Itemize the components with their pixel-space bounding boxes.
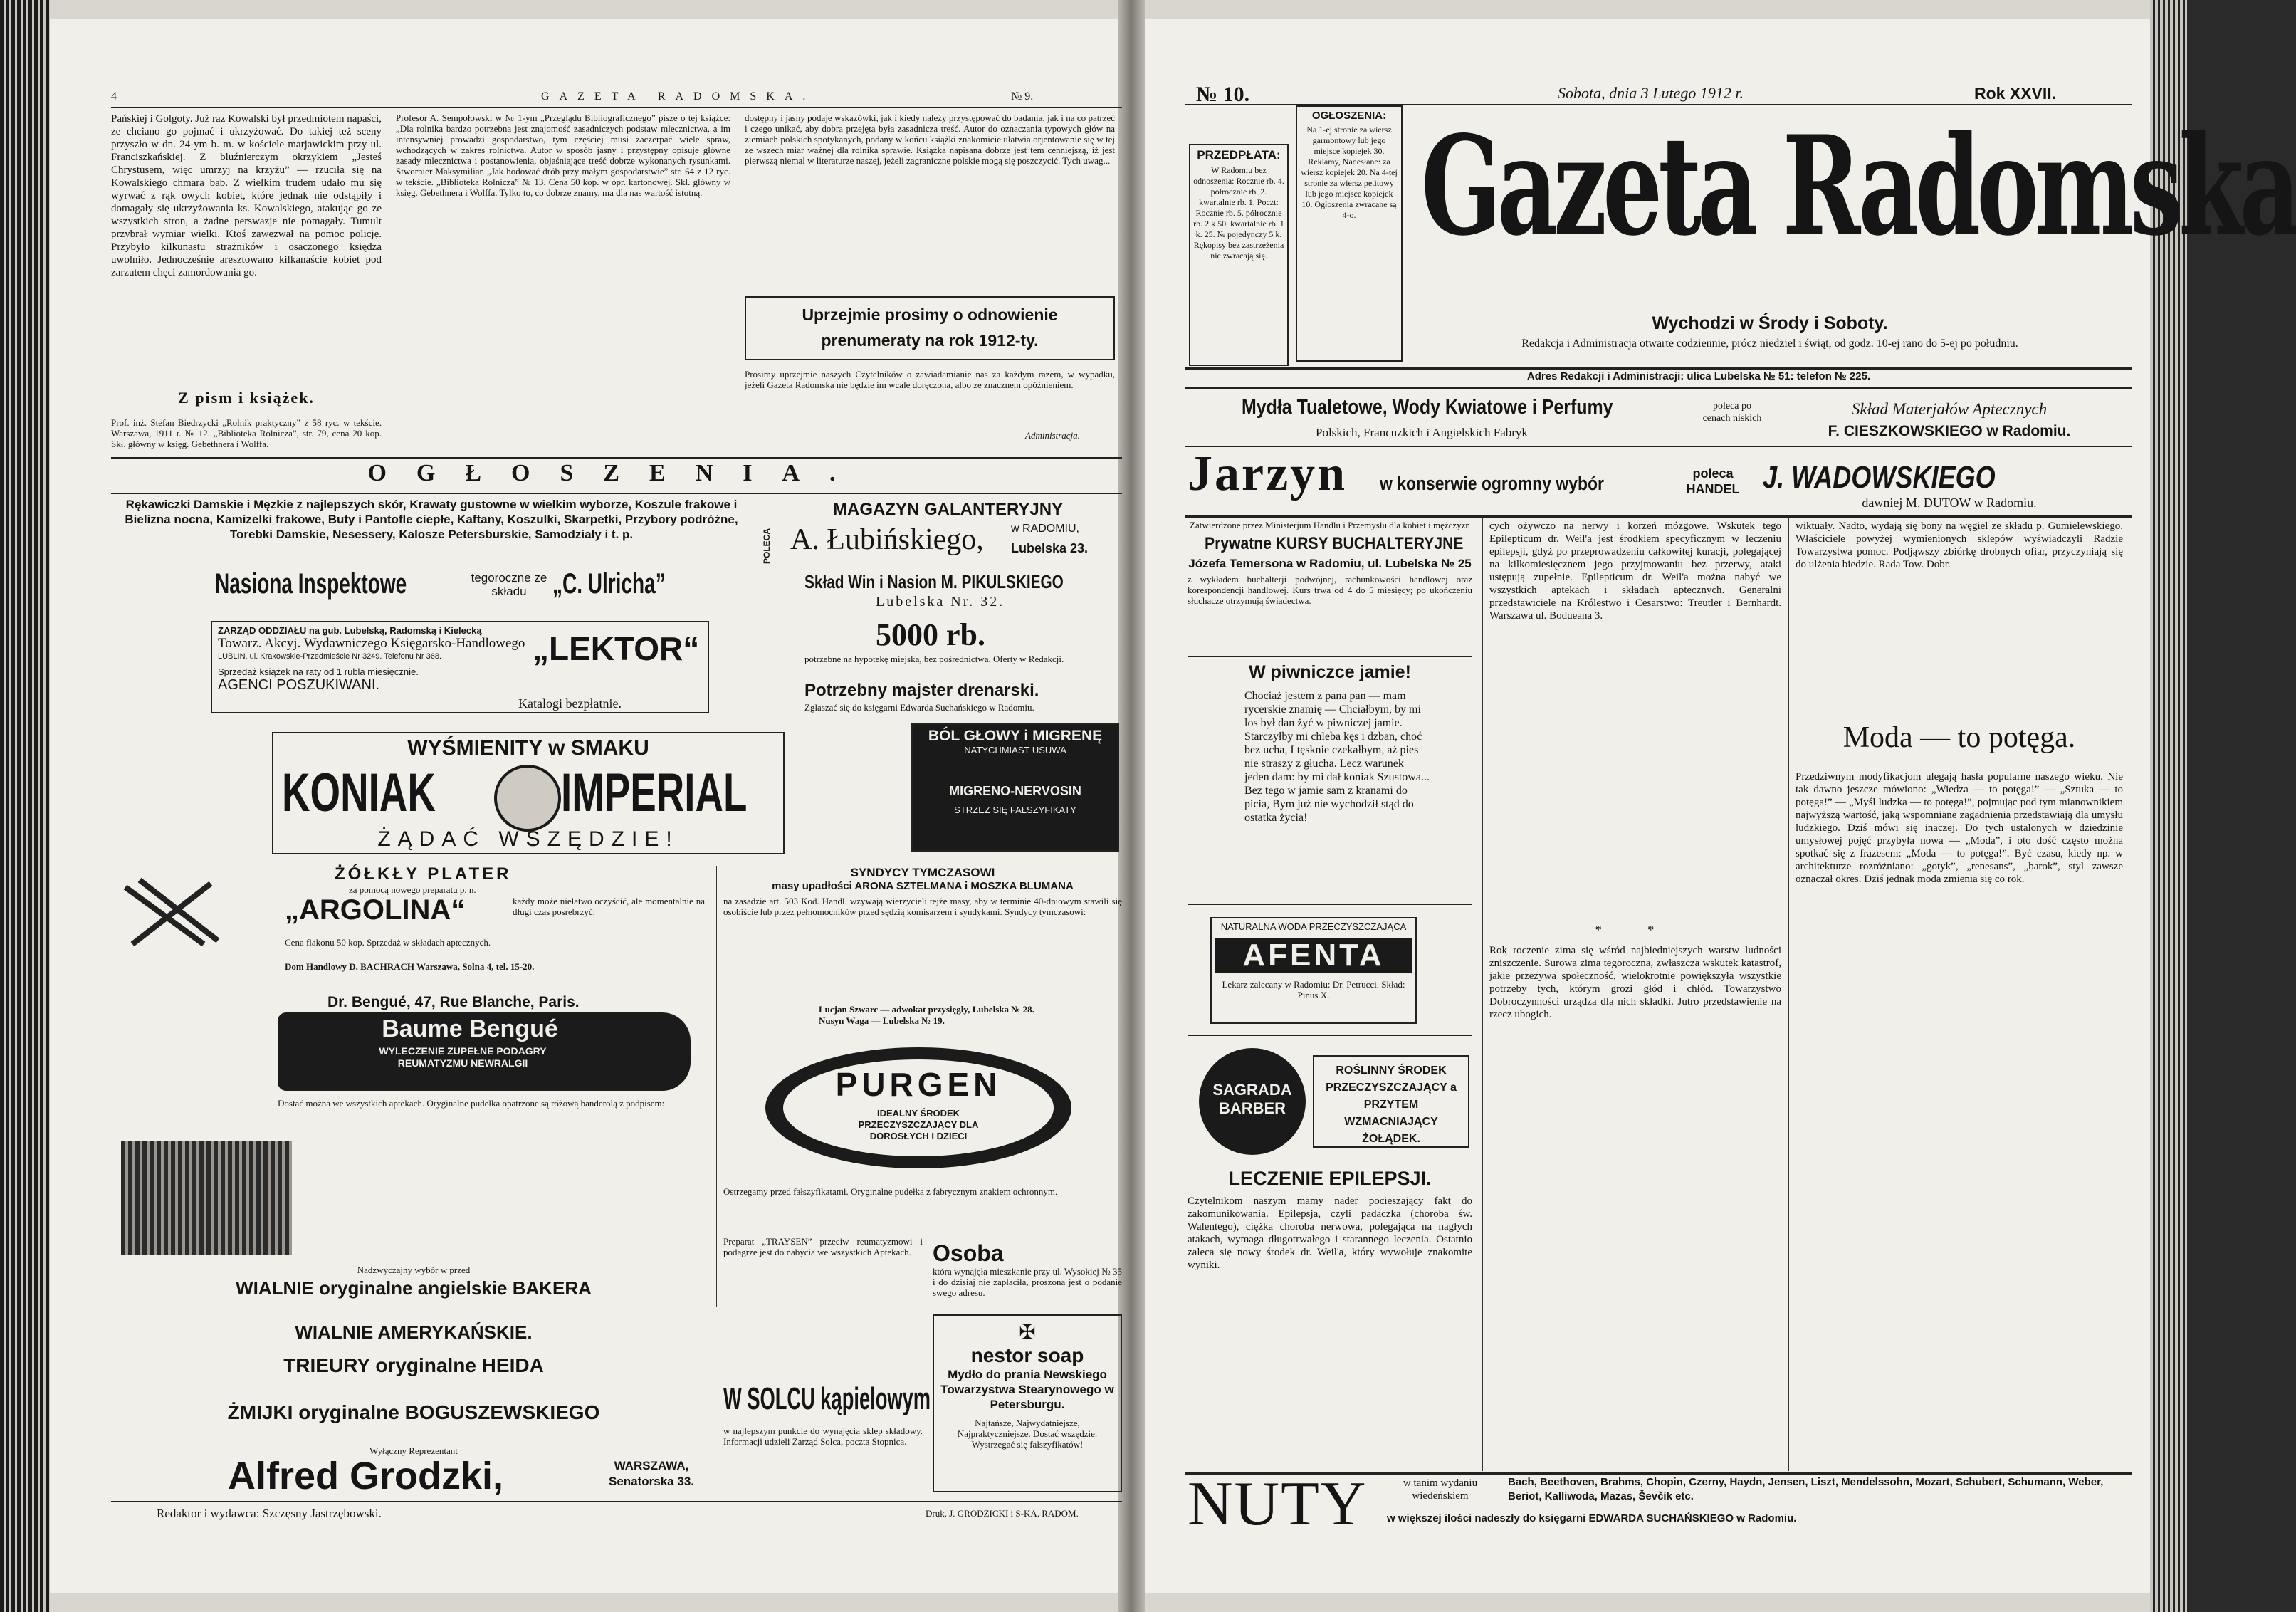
- ad-plater-title: ŻÓŁKŁY PLATER: [335, 864, 512, 884]
- delivery-notice: Prosimy uprzejmie naszych Czytelników o zawiadamianie nas za każdym razem, w wypadku, jeżeli Gazeta Radomska nie będzie im wcale doręczona, albo ze znacznem opóźnieniem.: [745, 369, 1115, 390]
- ad-lektor-catalog: Katalogi bezpłatnie.: [518, 696, 622, 711]
- ogloszenia-rates-title: OGŁOSZENIA:: [1311, 110, 1387, 122]
- ad-rule: [1185, 515, 2132, 518]
- renewal-notice-box: [745, 296, 1115, 360]
- ad-mydla: Mydła Tualetowe, Wody Kwiatowe i Perfumy: [1242, 396, 1613, 419]
- ad-poleca-vertical: POLECA: [762, 528, 772, 564]
- ad-wadowski: J. WADOWSKIEGO: [1763, 460, 1996, 495]
- ad-koniak-left: KONIAK: [282, 763, 436, 823]
- advert-rates-box: [1296, 105, 1403, 362]
- address-rule: [1185, 387, 2132, 389]
- ad-reward: 5000 rb.: [876, 617, 985, 652]
- ad-magazyn-city: w RADOMIU,: [1011, 523, 1079, 535]
- ad-sagrada-box: [1313, 1055, 1469, 1148]
- ad-afenta: [1210, 917, 1417, 1024]
- ad-purgen: PURGEN: [835, 1066, 1002, 1103]
- right-page: [1145, 19, 2296, 1593]
- ad-purgen-warn: Ostrzegamy przed fałszyfikatami. Oryginalne pudełka z fabrycznym znakiem ochronnym.: [723, 1186, 1058, 1197]
- ad-nuty-sub: w tanim wydaniu wiedeńskiem: [1403, 1477, 1478, 1502]
- ad-lektor-head: ZARZĄD ODDZIAŁU na gub. Lubelską, Radomską i Kielecką: [218, 625, 482, 636]
- ad-argolina-text: każdy może niełatwo oczyścić, ale momentalnie na długi czas posrebrzyć.: [513, 896, 705, 917]
- column-divider: [1788, 517, 1789, 1471]
- ad-kursy-title: Prywatne KURSY BUCHALTERYJNE: [1205, 534, 1464, 553]
- ad-lektor-agents: AGENCI POSZUKIWANI.: [218, 677, 380, 693]
- ad-migreny-warn: STRZEZ SIĘ FAŁSZYFIKATY: [954, 805, 1076, 815]
- running-title: GAZETA RADOMSKA.: [541, 90, 816, 103]
- ad-rule: [1188, 1035, 1472, 1036]
- ad-purgen-sub: IDEALNY ŚRODEK PRZECZYSZCZAJĄCY DLA DOROSŁYCH I DZIECI: [858, 1108, 979, 1141]
- charity-article: Rok roczenie zima się wśród najbiedniejszych warstw ludności zniszczenie. Surowa zima tegoroczna, zwłaszcza wskutek katastrof, jakie przeżywa społeczność, wielokrotnie powiększyła wszystkie potrzeby tych, którym grozi głód i chłód. Towarzystwo Dobroczynności urządza dla nich składki. Jutro przedstawienie na rzecz ubogich.: [1489, 945, 1781, 1020]
- ad-grodzki-addr: WARSZAWA, Senatorska 33.: [608, 1459, 694, 1488]
- ad-reward-text: potrzebne na hypotekę miejską, bez pośrednictwa. Oferty w Redakcji.: [804, 654, 1064, 664]
- ad-magazyn-name: A. Łubińskiego,: [790, 523, 984, 556]
- ad-argolina: „ARGOLINA“: [285, 894, 466, 926]
- moda-text: Przedziwnym modyfikacjom ulegają hasła popularne naszego wieku. Nie tak dawno jeszcze mówiono: „Wiedza — to potęga!” — „Sztuka — to potęga!” — „Myśl ludzka — to potęga!”, pojmując pod tym mianownikiem najwyższą wartość, jaką wspomniane zagadnienia przedstawiają dla umysłu ludzkiego. Dziś mówi się inaczej. Do tych ustalonych w dziedzinie umysłowej pojęć przybyła nowa — „Moda”, i oto dość często można spotkać się z frazesem: „Moda — to potęga!”. Być czasu, kiedy np. w architekturze rozróżniano: „gotyk”, „renesans”, „barok”, styl zawsze oznaczał okres. Dziś jednak moda zmienia się co rok.: [1796, 771, 2123, 885]
- article-column-1: Pańskiej i Golgoty. Już raz Kowalski był przedmiotem napaści, ze chciano go pojmać i ukrzyżować. Do takiej też sceny przyszło w dn. 24-ym b. m. w kościele marjawickim przy ul. Franciszkańskiej. Z bluźnierczym okrzykiem „Jesteś Chrystusem, więc umrzyj na krzyżu” — rzuciła się na Kowalskiego chmara bab. Z wielkim trudem udało mu się wyrwać z rąk owych kobiet, które jednak nie odstąpiły i domagały się ukrzyżowania ks. Kowalskiego, atakując go ze wszystkich stron, a żadne perswazje nie pomagały. Tumult przybrał wymiar wielki. Ktoś zawezwał na pomoc policję. Przybyło kilkunastu strażników i osaczonego księdza uwolniło. Jednocześnie aresztowano kilkanaście kobiet pod zarzutem chęci zamordowania go.: [111, 113, 382, 278]
- ad-koniak-right: IMPERIAL: [561, 763, 748, 823]
- ad-wadowski-sub: dawniej M. DUTOW w Radomiu.: [1862, 496, 2037, 510]
- ad-argolina-dealer: Dom Handlowy D. BACHRACH Warszawa, Solna 4, tel. 15-20.: [285, 961, 535, 972]
- ad-nasiona-firm: „C. Ulricha”: [552, 568, 666, 600]
- ad-rule: [1188, 904, 1472, 905]
- ad-zmijki: ŻMIJKI oryginalne BOGUSZEWSKIEGO: [227, 1401, 600, 1423]
- article-column-2: Profesor A. Sempołowski w № 1-ym „Przeglądu Bibliograficznego” pisze o tej książce: „Dla rolnika bardzo potrzebna jest znajomość zasadniczych podstaw mlecznictwa, a im intensywniej prowadzi gospodarstwo, tym częściej musi zaczerpać wiele spraw, wchodzących w zakres rolnictwa. Autor w sposób jasny i przystępny opisuje główne zasady mlecznictwa i postanowienia, objaśniające treść dobrze wykonanych rysunkami. Stwornier Maksymilian „Jak hodować drób przy małym gospodarstwie” str. 64 z 12 ryc. w tekście. „Biblioteka Rolnicza” № 13. Cena 50 kop. w opr. kartonowej. Skł. główny w księg. Gebethnera i Wolffa. Tylko to, co dobrze znamy, ma dla nas wartość istotną.: [396, 112, 730, 198]
- ad-afenta-top: NATURALNA WODA PRZECZYSZCZAJĄCA: [1220, 921, 1407, 932]
- ad-baume: Baume Bengué: [382, 1015, 558, 1042]
- ad-koniak-bottom: ŻĄDAĆ WSZĘDZIE!: [377, 827, 679, 851]
- charity-continued: wiktuały. Nadto, wydają się bony na węgiel ze składu p. Gumielewskiego. Właściciele powyżej wymienionych sklepów wyświadczyli Radzie Towarzystwa pomoc. Podjąwszy zbiórkę drobnych ofiar, przyczyniają się do ulżenia biedzie. Rada Tow. Dobr.: [1796, 520, 2123, 570]
- piwnica-poem: Chociaż jestem z pana pan — mam rycerskie znamię — Chciałbym, by mi los był dan żyć w piwniczej jamie. Starczyłby mi chleba kęs i dzban, choć bez ucha, I tęsknie czekałbym, aż pies nie straszy z głucha. Lecz warunek jeden dam: by mi dał koniak Szustowa... Bez tego w jamie sam z kranami do picia, Bym już nie wychodził stąd do ostatka życia!: [1244, 690, 1430, 824]
- books-note: Prof. inż. Stefan Biedrzycki „Rolnik praktyczny” z 58 ryc. w tekście. Warszawa, 1911 r. № 12. „Biblioteka Rolnicza”, str. 79, cena 20 kop. Skł. główny w księg. Gebethnera i Wolffa.: [111, 417, 382, 449]
- ad-wialnie-amer: WIALNIE AMERYKAŃSKIE.: [295, 1321, 533, 1343]
- ad-majster-text: Zgłaszać się do księgarni Edwarda Suchańskiego w Radomiu.: [804, 702, 1034, 713]
- ad-magazyn-title: MAGAZYN GALANTERYJNY: [833, 500, 1064, 519]
- office-address: Adres Redakcji i Administracji: ulica Lubelska № 51: telefon № 225.: [1526, 370, 1871, 382]
- ad-nestor-sub: Najtańsze, Najwydatniejsze, Najpraktyczniejsze. Dostać wszędzie. Wystrzegać się fałszyfikatów!: [957, 1418, 1098, 1450]
- ad-nuty: NUTY: [1188, 1470, 1368, 1539]
- ad-lektor-brand: „LEKTOR“: [533, 630, 700, 667]
- epilepsja-title: LECZENIE EPILEPSJI.: [1228, 1168, 1432, 1189]
- footer-editor: Redaktor i wydawca: Szczęsny Jastrzębowski.: [157, 1507, 382, 1520]
- issue-number: № 9.: [1011, 90, 1034, 103]
- ad-mydla-poleca: poleca po cenach niskich: [1702, 401, 1762, 424]
- ad-wsolcu-text: w najlepszym punkcie do wynajęcia sklep składowy. Informacji udzieli Zarząd Solca, poczta Stopnica.: [723, 1425, 923, 1447]
- ad-wsolcu: W SOLCU kąpielowym: [723, 1381, 931, 1416]
- ad-sklad-win: Skład Win i Nasion M. PIKULSKIEGO: [804, 571, 1064, 592]
- masthead-subtitle: Wychodzi w Środy i Soboty.: [1652, 313, 1888, 333]
- epilepsja-continued: cych ożywczo na nerwy i korzeń mózgowe. Wskutek tego Epilepticum dr. Weil'a jest środkiem specyficznym w leczeniu epilepsji, gdyż po przeprowadzeniu całkowitej kuracji, polegającej na kilkomiesięcznem jego przyjmowaniu bez przerwy, ataki ustępują zupełnie. Epilepticum dr. Weil'a można nabyć we wszystkich aptekach i składach aptecznych. Generalni przedstawiciele na Królestwo i Cesarstwo: Treutler i Bernhardt. Warszawa ul. Bodueana 3.: [1489, 520, 1781, 622]
- ad-kursy-head: Zatwierdzone przez Ministerjum Handlu i Przemysłu dla kobiet i mężczyzn: [1190, 520, 1470, 530]
- issue-date: Sobota, dnia 3 Lutego 1912 r.: [1558, 84, 1744, 102]
- left-page-edges: [0, 0, 50, 1612]
- epilepsja-text: Czytelnikom naszym mamy nader pocieszający fakt do zakomunikowania. Epilepsja, czyli padaczka (choroba św. Walentego), ciężka choroba nerwowa, polegająca na nagłych atakach, wymaga długotrwałego i starannego leczenia. Ostatnio zaleca się nowy środek dr. Weil'a, który wywołuje znakomite wyniki.: [1188, 1195, 1472, 1271]
- ad-osoba-text: która wynajęła mieszkanie przy ul. Wysokiej № 35 i do dzisiaj nie zapłaciła, proszona jest o podanie swego adresu.: [933, 1266, 1122, 1298]
- footer-rule: [111, 1501, 1122, 1502]
- issue-number: № 10.: [1196, 83, 1250, 106]
- ad-nuty-composers: Bach, Beethoven, Brahms, Chopin, Czerny, Haydn, Jensen, Liszt, Mendelssohn, Mozart, Schubert, Schumann, Weber, Beriot, Kalliwoda, Mazas, Ševčík etc.: [1508, 1476, 2104, 1502]
- cutlery-icon: [118, 873, 225, 958]
- winnowing-machine-icon: [121, 1141, 292, 1255]
- ad-osoba: Osoba: [933, 1240, 1004, 1266]
- piwnica-title: W piwniczce jamie!: [1249, 662, 1411, 682]
- ad-migreny-sub: NATYCHMIAST USUWA: [964, 745, 1066, 755]
- books-heading: Z pism i książek.: [178, 389, 315, 407]
- ad-lektor-firm: Towarz. Akcyj. Wydawniczego Księgarsko-Handlowego: [218, 636, 525, 651]
- ad-jarzyn: Jarzyn: [1188, 446, 1348, 501]
- section-separator: * *: [1595, 923, 1676, 937]
- masthead-title: Gazeta Radomska: [1421, 106, 2296, 267]
- ad-jarzyn-poleca: poleca HANDEL: [1686, 466, 1740, 496]
- ad-gloves: Rękawiczki Damskie i Męzkie z najlepszych skór, Krawaty gustowne w wielkim wyborze, Koszule frakowe i Bielizna nocna, Kamizelki frakowe, Buty i Pantofle ciepłe, Kaftany, Koszulki, Skarpetki, Przybory podróżne, Torebki Damskie, Nesessery, Kalosze Petersburskie, Samodziały i t. p.: [125, 498, 738, 541]
- ad-koniak: [272, 732, 785, 854]
- ad-afenta-sub: Lekarz zalecany w Radomiu: Dr. Petrucci. Skład: Pinus X.: [1222, 979, 1405, 1000]
- ad-trieury: TRIEURY oryginalne HEIDA: [283, 1354, 544, 1376]
- column-divider: [716, 866, 717, 1307]
- ad-bengue: Dr. Bengué, 47, Rue Blanche, Paris.: [327, 994, 580, 1010]
- ad-grodzki: Alfred Grodzki,: [228, 1455, 504, 1497]
- ad-koniak-top: WYŚMIENITY w SMAKU: [407, 736, 649, 760]
- masthead-bottom-rule: [1185, 367, 2132, 370]
- ad-lawyer-2: Nusyn Waga — Lubelska № 19.: [819, 1015, 945, 1026]
- ad-traysen: Preparat „TRAYSEN” przeciw reumatyzmowi i podagrze jest do nabycia we wszystkich Aptekach.: [723, 1236, 923, 1257]
- ad-plater-sub: za pomocą nowego preparatu p. n.: [349, 884, 476, 895]
- ad-nuty-shop: w większej ilości nadeszły do księgarni EDWARDA SUCHAŃSKIEGO w Radomiu.: [1387, 1512, 1797, 1524]
- ad-afenta-brand: AFENTA: [1215, 938, 1412, 973]
- ad-kursy-text: z wykładem buchalterji podwójnej, rachunkowości handlowej oraz korespondencji handlowej. Kurs trwa od 4 do 5 miesięcy; po ukończeniu słuchacze otrzymują świadectwa.: [1188, 574, 1472, 606]
- ad-lektor: [211, 621, 709, 713]
- ad-nasiona-sub: tegoroczne ze składu: [471, 571, 547, 598]
- ad-sklad-title: Skład Materjałów Aptecznych: [1851, 400, 2048, 418]
- przedplata-title: PRZEDPŁATA:: [1197, 148, 1281, 162]
- bottle-emblem-icon: [494, 765, 561, 832]
- header-rule: [111, 107, 1122, 108]
- ad-sagrada: SAGRADA BARBER: [1212, 1081, 1292, 1117]
- ad-argolina-price: Cena flakonu 50 kop. Sprzedaż w składach aptecznych.: [285, 937, 491, 948]
- ogloszenia-title: OGŁOSZENIA.: [367, 460, 866, 486]
- ads-title-rule: [111, 493, 1122, 494]
- ad-sagrada-text: ROŚLINNY ŚRODEK PRZECZYSZCZAJĄCY a PRZYTEM WZMACNIAJĄCY ŻOŁĄDEK.: [1326, 1064, 1457, 1145]
- footer-printer: Druk. J. GRODZICKI i S-KA. RADOM.: [926, 1508, 1079, 1519]
- ad-magazyn-street: Lubelska 23.: [1011, 541, 1089, 555]
- ogloszenia-rates-text: Na 1-ej stronie za wiersz garmontowy lub jego miejsce kopiejek 30. Reklamy, Nadesłane: za wiersz kopiejek 20. Na 4-tej stronie za wiersz petitowy lub jego miejsce kopiejek 10. Ogłoszenia zwracane są 4-o.: [1301, 125, 1398, 220]
- renewal-notice: Uprzejmie prosimy o odnowienie prenumeraty na rok 1912-ty.: [802, 305, 1058, 350]
- przedplata-text: W Radomiu bez odnoszenia: Rocznie rb. 4. półrocznie rb. 2. kwartalnie rb. 1. Poczt: Rocznie rb. 5. półrocznie rb. 2 k 50. kwartalnie rb. 1 k. 25. № pojedynczy 5 k. Rękopisy bez zastrzeżenia nie zwracają się.: [1193, 165, 1284, 261]
- issue-year: Rok XXVII.: [1974, 84, 2057, 103]
- ad-nestor-text: Mydło do prania Newskiego Towarzystwa Stearynowego w Petersburgu.: [940, 1368, 1114, 1411]
- ad-lektor-sale: Sprzedaż książek na raty od 1 rubla miesięcznie.: [218, 666, 419, 677]
- ad-migreny: [911, 723, 1119, 852]
- left-page: [50, 19, 1122, 1593]
- ad-grodzki-pre: Wyłączny Reprezentant: [369, 1445, 458, 1456]
- ad-jarzyn-text: w konserwie ogromny wybór: [1380, 473, 1604, 494]
- ad-syndycy-title: SYNDYCY TYMCZASOWI: [850, 866, 995, 879]
- article-column-3: dostępny i jasny podaje wskazówki, jak i kiedy należy przystępować do badania, jak i na co patrzeć i czego unikać, aby dobra przejęta była zasadnicza treść. Autor do oznaczania typowych głów na ziemiach polskich spotykanych, podany w końcu książki znakomicie ułatwia orjentowanie się w tej ze wszech miar ważnej dla rolnika sprawie. Książka napisana dobrze jest tem cenniejszą, iż jest pierwszą niemal w literaturze naszej, jeżeli zagraniczne polskie mogą się poszczycić. Tych uwag...: [745, 112, 1115, 166]
- column-divider: [1482, 517, 1483, 1471]
- ad-kursy-name: Józefa Temersona w Radomiu, ul. Lubelska № 25: [1188, 557, 1472, 570]
- ad-wialnie-pre: Nadzwyczajny wybór w przed: [357, 1265, 471, 1275]
- ad-syndycy-text: na zasadzie art. 503 Kod. Handl. wzywają wierzycieli tejże masy, aby w terminie 40-dniowym stawili się osobiście lub przez pełnomocników przed sędzią komisarzem i syndykami. Syndycy tymczasowi:: [723, 896, 1122, 917]
- ad-sklad-name: F. CIESZKOWSKIEGO w Radomiu.: [1828, 423, 2071, 439]
- ad-migreny-title: BÓL GŁOWY i MIGRENĘ: [928, 728, 1103, 744]
- ads-top-rule: [111, 457, 1122, 459]
- ad-nestor: [933, 1314, 1122, 1492]
- ad-migreny-brand: MIGRENO-NERVOSIN: [949, 784, 1081, 798]
- subscription-box: [1189, 144, 1289, 366]
- ad-nasiona-title: Nasiona Inspektowe: [215, 568, 407, 600]
- ad-mydla-sub: Polskich, Francuzkich i Angielskich Fabryk: [1316, 426, 1528, 439]
- office-hours: Redakcja i Administracja otwarte codziennie, prócz niedziel i świąt, od godz. 10-ej rano do 5-ej po południu.: [1521, 337, 2018, 350]
- ad-lawyer-1: Lucjan Szwarc — adwokat przysięgły, Lubelska № 28.: [819, 1004, 1034, 1015]
- ad-baume-text: WYLECZENIE ZUPEŁNE PODAGRY REUMATYZMU NEWRALGII: [379, 1045, 547, 1069]
- ad-wialnie: WIALNIE oryginalne angielskie BAKERA: [236, 1277, 592, 1299]
- ad-syndycy-sub: masy upadłości ARONA SZTELMANA i MOSZKA BLUMANA: [772, 880, 1074, 892]
- ad-sklad-addr: Lubelska Nr. 32.: [876, 594, 1005, 609]
- moda-title: Moda — to potęga.: [1842, 721, 2076, 754]
- page-number: 4: [111, 90, 117, 103]
- ad-lektor-addr: LUBLIN, ul. Krakowskie-Przedmieście Nr 3249. Telefonu Nr 368.: [218, 652, 442, 661]
- ad-baume-sale: Dostać można we wszystkich aptekach. Oryginalne pudełka opatrzone są różową banderolą z podpisem:: [278, 1098, 665, 1109]
- ad-rule: [1188, 656, 1472, 657]
- delivery-notice-sign: Administracja.: [1025, 430, 1080, 441]
- ad-majster: Potrzebny majster drenarski.: [804, 681, 1039, 700]
- ad-nestor-brand: nestor soap: [970, 1344, 1084, 1366]
- eagle-emblem-icon: ✠: [1019, 1321, 1036, 1344]
